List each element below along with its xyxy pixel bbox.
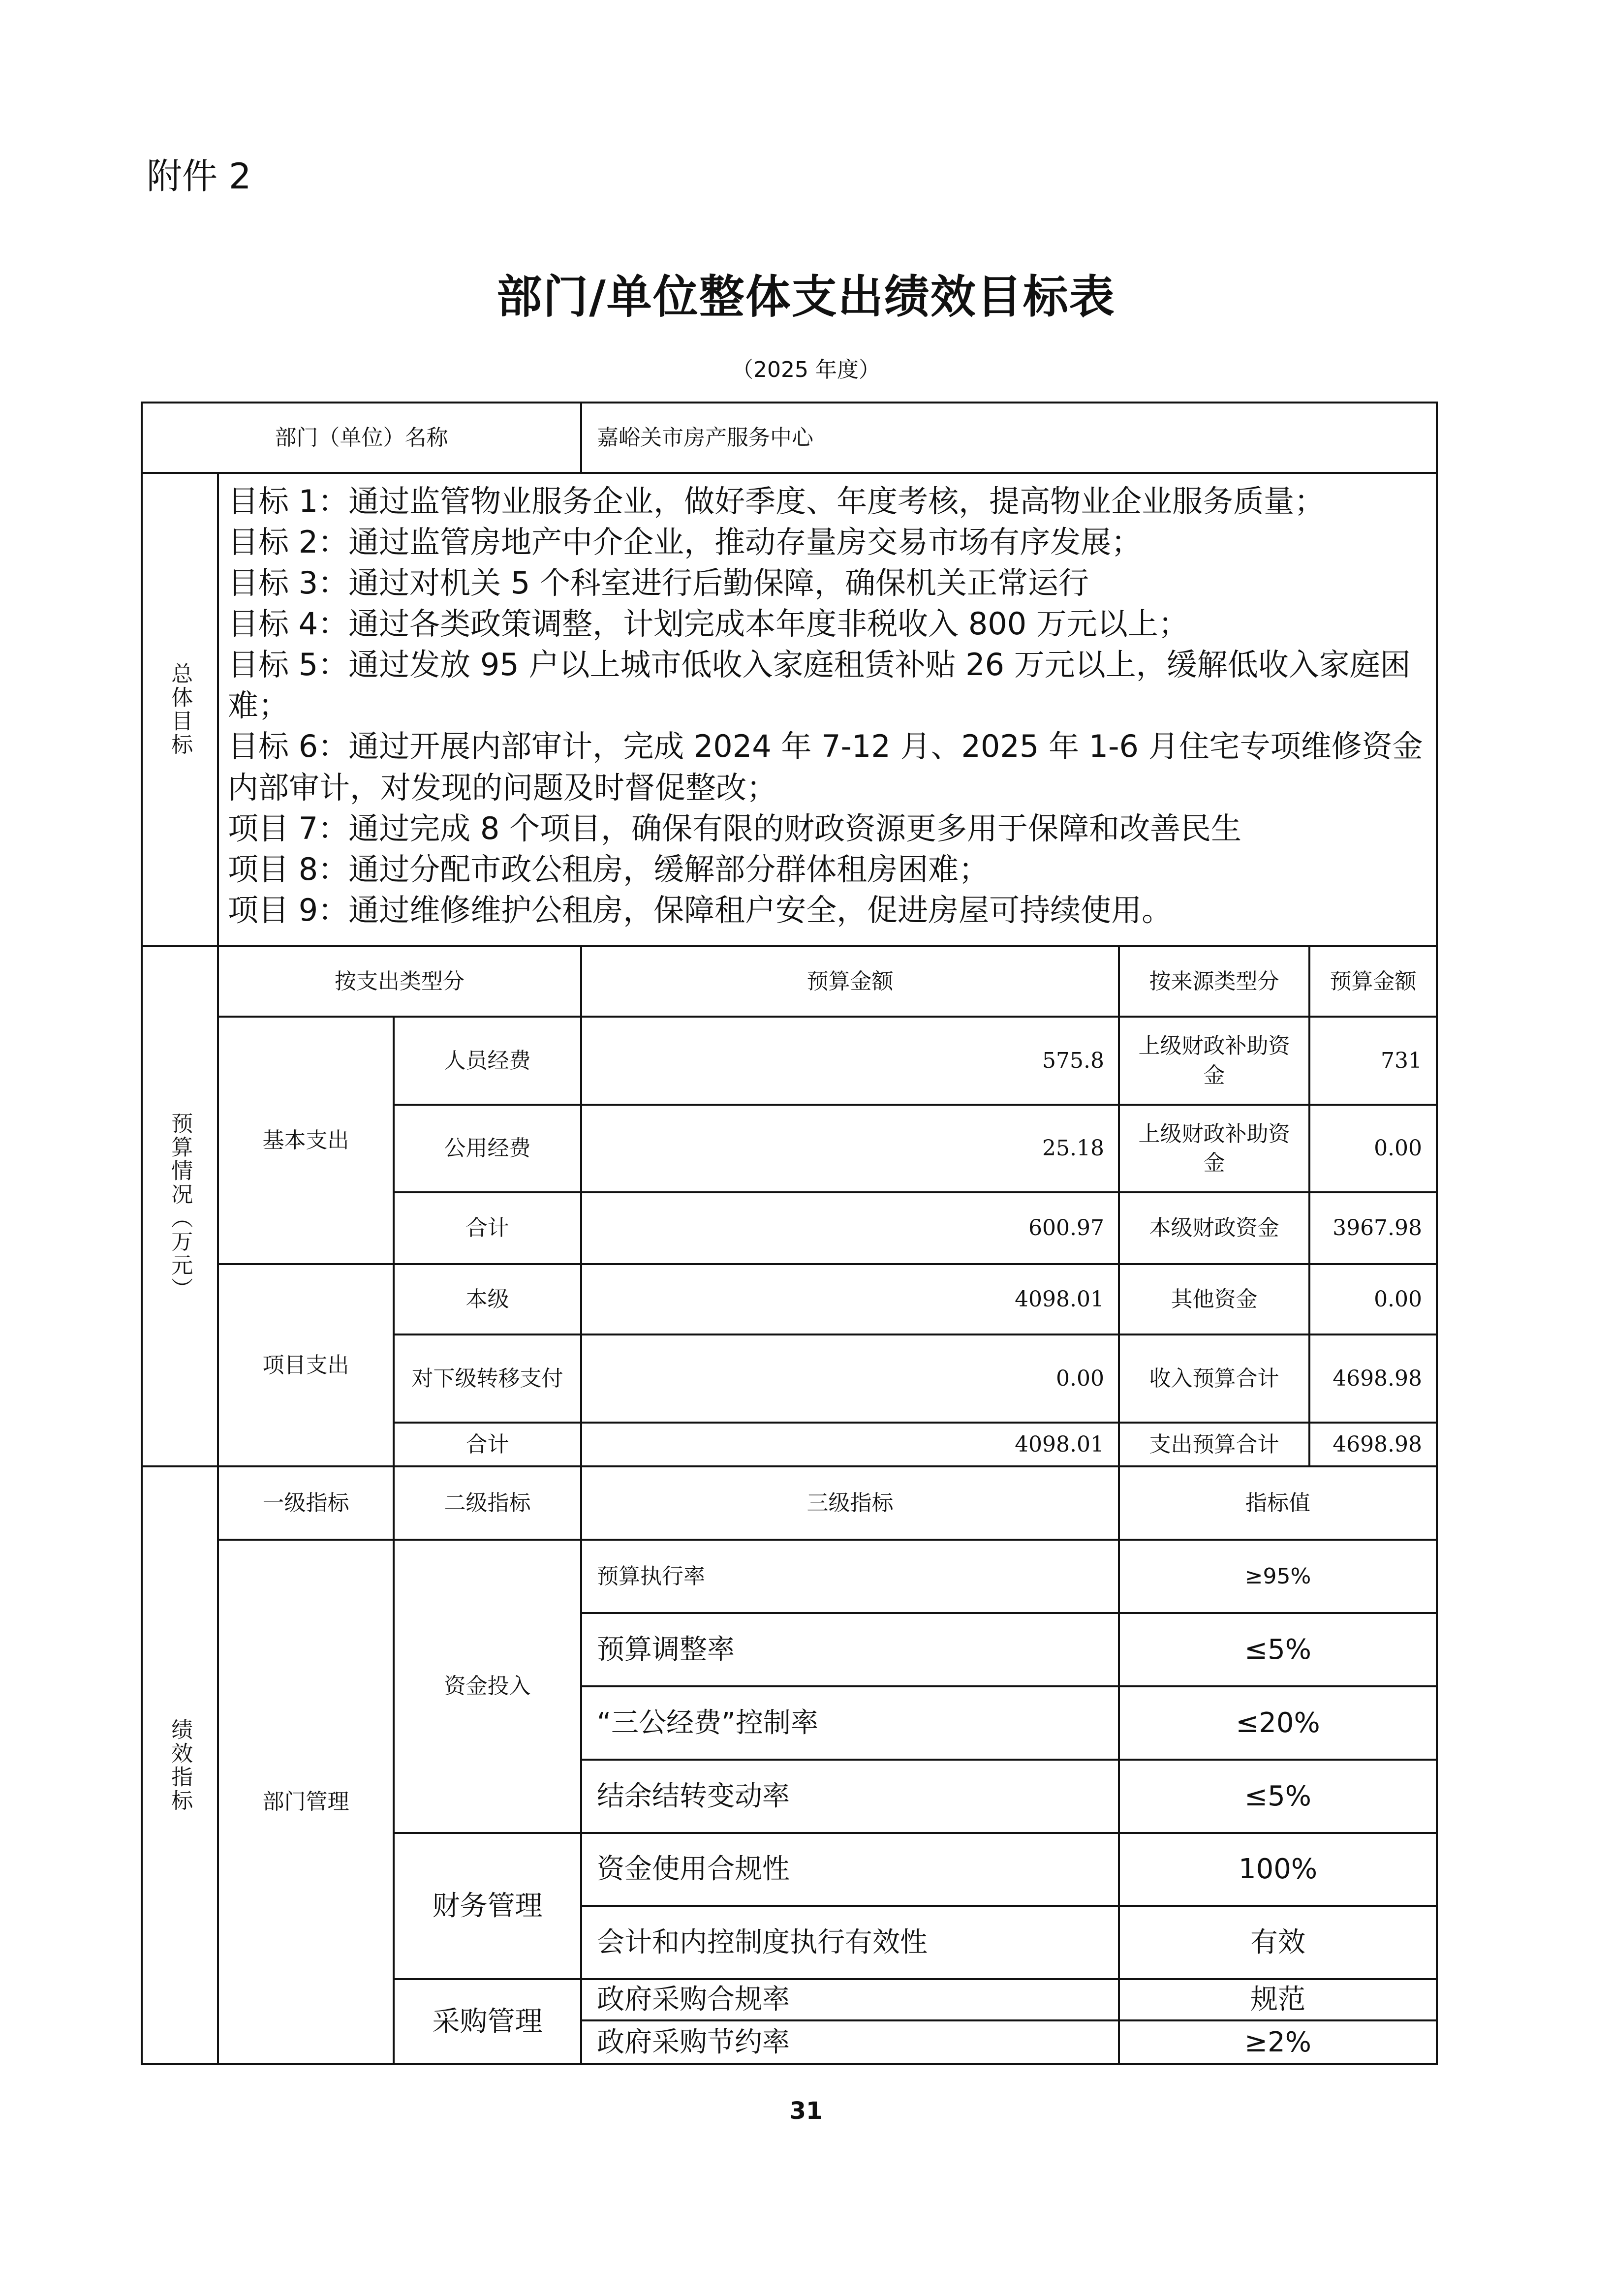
indicator-header-level1: 一级指标 [218, 1466, 394, 1540]
budget-item: 合计 [394, 1192, 581, 1264]
indicator-level3: 资金使用合规性 [581, 1833, 1119, 1906]
indicator-level3: 结余结转变动率 [581, 1760, 1119, 1833]
goals-row [142, 473, 1437, 946]
budget-item: 本级 [394, 1264, 581, 1334]
indicator-level3: 预算执行率 [581, 1540, 1119, 1613]
budget-item: 公用经费 [394, 1105, 581, 1192]
indicator-value: ≥95% [1119, 1540, 1437, 1613]
goal-item: 项目 7：通过完成 8 个项目，确保有限的财政资源更多用于保障和改善民生 [228, 810, 1242, 846]
indicator-level2: 资金投入 [394, 1540, 581, 1833]
budget-source: 支出预算合计 [1119, 1423, 1309, 1466]
budget-source: 上级财政补助资金 [1119, 1105, 1309, 1192]
indicator-level3: 会计和内控制度执行有效性 [581, 1906, 1119, 1979]
unit-value: 嘉峪关市房产服务中心 [581, 403, 1437, 473]
indicator-value: 规范 [1119, 1979, 1437, 2020]
budget-source-amount: 731 [1309, 1017, 1437, 1105]
budget-amount: 575.8 [581, 1017, 1119, 1105]
indicator-level2: 财务管理 [394, 1833, 581, 1979]
budget-row [142, 1264, 1437, 1334]
indicator-value: 100% [1119, 1833, 1437, 1906]
goal-item: 目标 5：通过发放 95 户以上城市低收入家庭租赁补贴 26 万元以上，缓解低收入家庭困难； [228, 647, 1411, 724]
goal-item: 项目 9：通过维修维护公租房，保障租户安全，促进房屋可持续使用。 [228, 892, 1173, 928]
page-number: 31 [789, 2097, 823, 2125]
budget-amount: 25.18 [581, 1105, 1119, 1192]
goals-list [218, 473, 1437, 946]
indicator-level3: 预算调整率 [581, 1613, 1119, 1686]
indicator-value: ≥2% [1119, 2020, 1437, 2064]
budget-header-row [142, 946, 1437, 1017]
budget-amount: 0.00 [581, 1334, 1119, 1423]
indicators-label: 绩效指标 [142, 1466, 218, 2064]
budget-source: 其他资金 [1119, 1264, 1309, 1334]
budget-row [142, 1017, 1437, 1105]
indicator-value: ≤5% [1119, 1613, 1437, 1686]
indicator-level1: 部门管理 [218, 1540, 394, 2064]
budget-header-source-amount: 预算金额 [1309, 946, 1437, 1017]
goal-item: 目标 4：通过各类政策调整，计划完成本年度非税收入 800 万元以上； [228, 606, 1189, 642]
indicator-value: ≤20% [1119, 1686, 1437, 1760]
goal-item: 项目 8：通过分配市政公租房，缓解部分群体租房困难； [228, 851, 990, 887]
goal-item: 目标 3：通过对机关 5 个科室进行后勤保障，确保机关正常运行 [228, 565, 1089, 601]
budget-header-by-source: 按来源类型分 [1119, 946, 1309, 1017]
budget-source-amount: 3967.98 [1309, 1192, 1437, 1264]
budget-source: 上级财政补助资金 [1119, 1017, 1309, 1105]
budget-source-amount: 0.00 [1309, 1105, 1437, 1192]
indicator-header-level3: 三级指标 [581, 1466, 1119, 1540]
unit-label: 部门（单位）名称 [142, 403, 581, 473]
project-expense-label: 项目支出 [218, 1264, 394, 1466]
indicator-header-level2: 二级指标 [394, 1466, 581, 1540]
budget-item: 对下级转移支付 [394, 1334, 581, 1423]
indicator-level3: 政府采购合规率 [581, 1979, 1119, 2020]
budget-item: 人员经费 [394, 1017, 581, 1105]
indicator-value: ≤5% [1119, 1760, 1437, 1833]
budget-label: 预算情况（万元） [142, 946, 218, 1466]
budget-source: 收入预算合计 [1119, 1334, 1309, 1423]
indicator-level3: 政府采购节约率 [581, 2020, 1119, 2064]
goal-item: 目标 6：通过开展内部审计，完成 2024 年 7-12 月、2025 年 1-6 月住宅专项维修资金内部审计，对发现的问题及时督促整改； [228, 728, 1423, 806]
year-label: （2025 年度） [732, 357, 880, 382]
budget-amount: 4098.01 [581, 1423, 1119, 1466]
indicator-value: 有效 [1119, 1906, 1437, 1979]
unit-row [142, 403, 1437, 473]
budget-header-by-expense: 按支出类型分 [218, 946, 581, 1017]
budget-source-amount: 0.00 [1309, 1264, 1437, 1334]
budget-amount: 600.97 [581, 1192, 1119, 1264]
budget-source-amount: 4698.98 [1309, 1334, 1437, 1423]
budget-source: 本级财政资金 [1119, 1192, 1309, 1264]
attachment-label: 附件 2 [147, 155, 251, 197]
indicator-level3: “三公经费”控制率 [581, 1686, 1119, 1760]
budget-amount: 4098.01 [581, 1264, 1119, 1334]
indicator-row [142, 1540, 1437, 1613]
page-title: 部门/单位整体支出绩效目标表 [496, 271, 1116, 323]
goals-label: 总体目标 [142, 473, 218, 946]
indicator-header-value: 指标值 [1119, 1466, 1437, 1540]
goal-item: 目标 2：通过监管房地产中介企业，推动存量房交易市场有序发展； [228, 524, 1142, 560]
performance-table [141, 402, 1436, 2065]
basic-expense-label: 基本支出 [218, 1017, 394, 1264]
indicator-header-row [142, 1466, 1437, 1540]
goal-item: 目标 1：通过监管物业服务企业，做好季度、年度考核，提高物业企业服务质量； [228, 483, 1325, 519]
indicator-level2: 采购管理 [394, 1979, 581, 2064]
budget-item: 合计 [394, 1423, 581, 1466]
budget-header-amount: 预算金额 [581, 946, 1119, 1017]
budget-source-amount: 4698.98 [1309, 1423, 1437, 1466]
